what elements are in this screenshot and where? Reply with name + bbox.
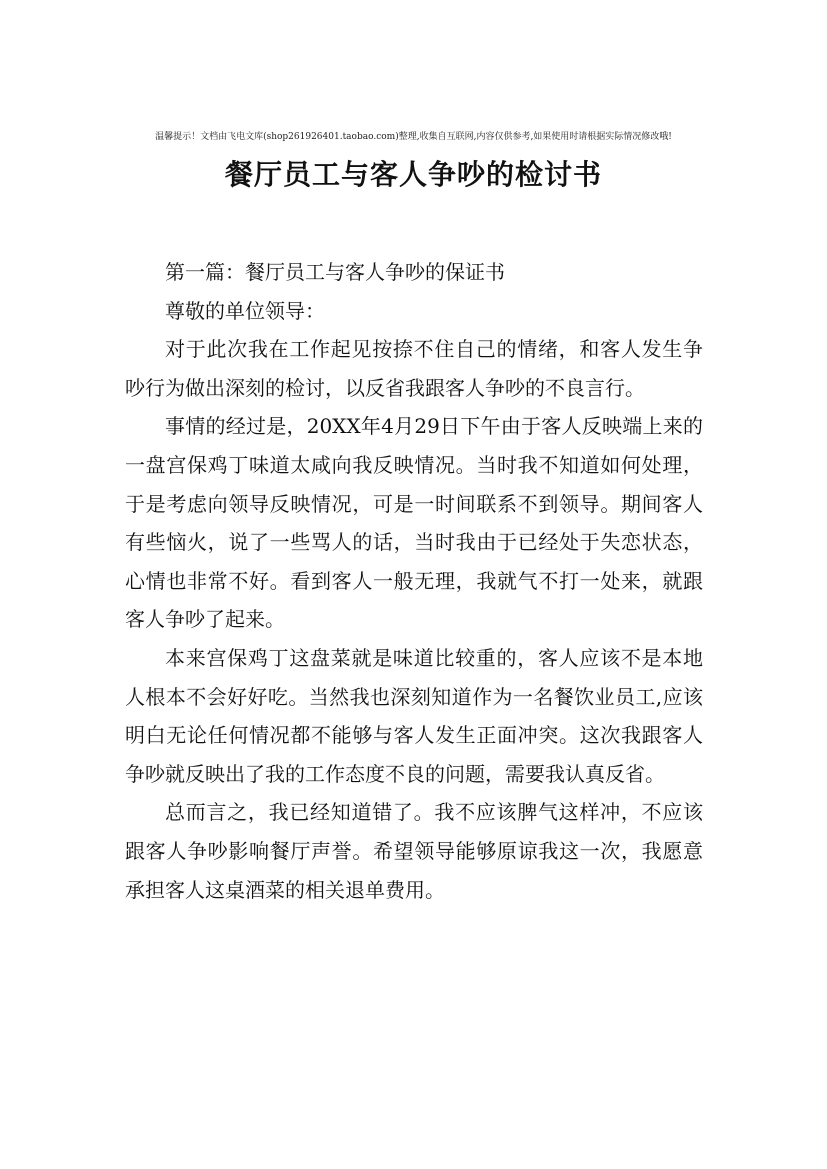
paragraph-incident: 事情的经过是，20XX年4月29日下午由于客人反映端上来的一盘宫保鸡丁味道太咸向我反映情况。当时我不知道如何处理，于是考虑向领导反映情况，可是一时间联系不到领导。期间客人有些恼火，说了一些骂人的话，当时我由于已经处于失恋状态，心情也非常不好。看到客人一般无理，我就气不打一处来，就跟客人争吵了起来。 bbox=[125, 414, 703, 632]
paragraph-reflection: 本来宫保鸡丁这盘菜就是味道比较重的，客人应该不是本地人根本不会好好吃。当然我也深刻知道作为一名餐饮业员工,应该明白无论任何情况都不能够与客人发生正面冲突。这次我跟客人争吵就反映出了我的工作态度不良的问题，需要我认真反省。 bbox=[125, 645, 703, 786]
document-body bbox=[125, 253, 703, 909]
paragraph-salutation: 尊敬的单位领导： bbox=[165, 298, 325, 323]
document-title: 餐厅员工与客人争吵的检讨书 bbox=[224, 158, 602, 191]
paragraph-conclusion: 总而言之，我已经知道错了。我不应该脾气这样冲，不应该跟客人争吵影响餐厅声誉。希望领导能够原谅我这一次，我愿意承担客人这桌酒菜的相关退单费用。 bbox=[125, 800, 703, 902]
paragraph-section-heading: 第一篇：餐厅员工与客人争吵的保证书 bbox=[165, 260, 505, 284]
paragraph-intro: 对于此次我在工作起见按捺不住自己的情绪，和客人发生争吵行为做出深刻的检讨，以反省我跟客人争吵的不良言行。 bbox=[125, 337, 703, 400]
header-notice: 温馨提示！文档由飞电文库(shop261926401.taobao.com)整理,收集自互联网,内容仅供参考,如果使用时请根据实际情况修改哦! bbox=[155, 132, 672, 142]
